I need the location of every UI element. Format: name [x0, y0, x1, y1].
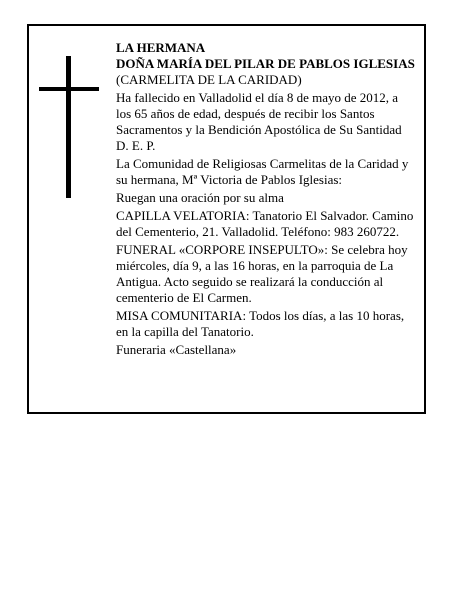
death-announcement: Ha fallecido en Valladolid el día 8 de mayo de 2012, a los 65 años de edad, después de recibir los Santos Sacramentos y la Bendición Apostólica de Su Santidad D. E. P. [116, 90, 402, 153]
religious-order: (CARMELITA DE LA CARIDAD) [116, 72, 302, 87]
cross-horizontal-bar [39, 87, 99, 91]
funeral-info: FUNERAL «CORPORE INSEPULTO»: Se celebra hoy miércoles, día 9, a las 16 horas, en la parroquia de La Antigua. Acto seguido se realizará la conducción al cementerio de El Carmen. [116, 242, 408, 305]
prayer-request: Ruegan una oración por su alma [116, 190, 284, 205]
community-mass: MISA COMUNITARIA: Todos los días, a las 10 horas, en la capilla del Tanatorio. [116, 308, 405, 339]
cross-vertical-bar [66, 56, 71, 198]
obituary-notice [27, 24, 426, 414]
cross-icon [39, 56, 99, 198]
wake-chapel: CAPILLA VELATORIA: Tanatorio El Salvador. Camino del Cementerio, 21. Valladolid. Teléfono: 983 260722. [116, 208, 414, 239]
notice-text [116, 40, 416, 358]
deceased-name: DOÑA MARÍA DEL PILAR DE PABLOS IGLESIAS [116, 56, 415, 71]
heading-line-1: LA HERMANA [116, 40, 206, 55]
family-statement: La Comunidad de Religiosas Carmelitas de la Caridad y su hermana, Mª Victoria de Pablos Iglesias: [116, 156, 409, 187]
funeral-home: Funeraria «Castellana» [116, 342, 237, 357]
